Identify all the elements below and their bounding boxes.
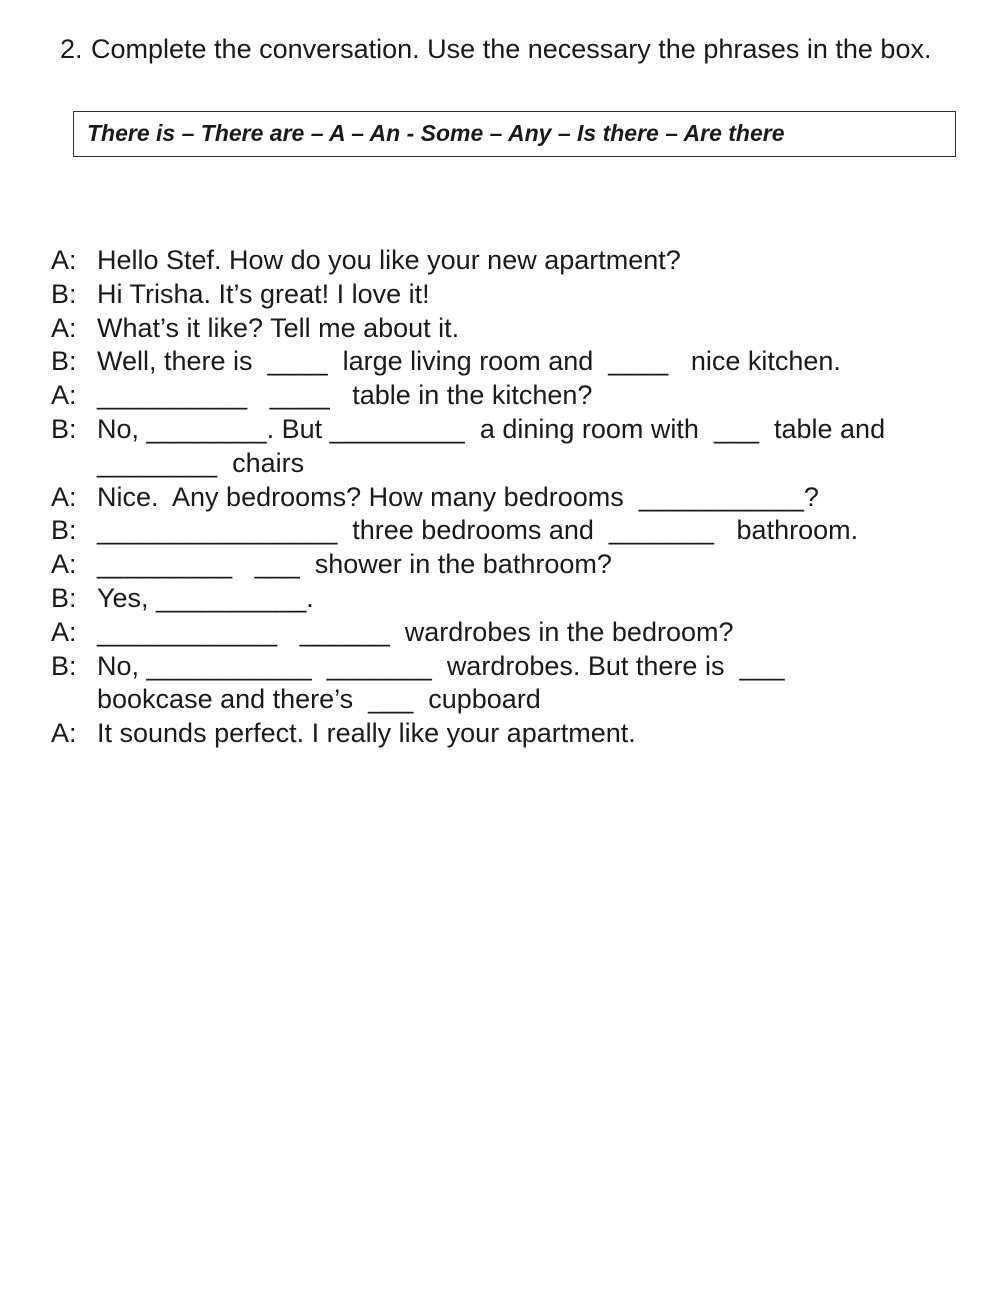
speaker-label: A: <box>51 380 77 411</box>
dialogue-line <box>51 616 951 650</box>
dialogue-line <box>51 582 951 616</box>
speech-text: Well, there is ____ large living room and ____ nice kitchen. <box>97 346 841 377</box>
speech-text: bookcase and there’s ___ cupboard <box>97 684 541 715</box>
dialogue-line <box>51 717 951 751</box>
speaker-label: B: <box>51 582 77 613</box>
dialogue-line <box>51 278 951 312</box>
speech-text: ____________ ______ wardrobes in the bedroom? <box>97 616 734 647</box>
dialogue-line <box>51 514 951 548</box>
speaker-label: A: <box>51 549 77 580</box>
speaker-label: A: <box>51 616 77 647</box>
speech-text: __________ ____ table in the kitchen? <box>97 380 593 411</box>
dialogue-line <box>51 413 951 447</box>
speech-text: What’s it like? Tell me about it. <box>97 312 460 343</box>
word-box: There is – There are – A – An - Some – Any – Is there – Are there <box>73 111 956 157</box>
speech-text: No, ___________ _______ wardrobes. But there is ___ <box>97 650 785 681</box>
speaker-label: B: <box>51 413 77 444</box>
speaker-label: B: <box>51 346 77 377</box>
speech-text: _________ ___ shower in the bathroom? <box>97 549 612 580</box>
dialogue-line <box>51 548 951 582</box>
speaker-label <box>51 683 97 717</box>
dialogue-line <box>51 345 951 379</box>
dialogue-line <box>51 244 951 278</box>
dialogue-line <box>51 379 951 413</box>
dialogue-line <box>51 481 951 515</box>
speech-text: Hi Trisha. It’s great! I love it! <box>97 278 430 309</box>
speaker-label: B: <box>51 278 77 309</box>
speech-text: Nice. Any bedrooms? How many bedrooms ___________? <box>97 481 819 512</box>
exercise-instruction <box>60 30 960 69</box>
speech-text: ________ chairs <box>97 447 305 478</box>
speech-text: ________________ three bedrooms and _______ bathroom. <box>97 515 859 546</box>
dialogue-line <box>51 683 951 717</box>
speaker-label: A: <box>51 245 77 275</box>
dialogue <box>51 244 951 751</box>
speech-text: Yes, __________. <box>97 582 314 613</box>
speaker-label <box>51 447 97 481</box>
speech-text: Hello Stef. How do you like your new apartment? <box>97 245 681 275</box>
speech-text: No, ________. But _________ a dining room with ___ table and <box>97 413 886 444</box>
dialogue-line <box>51 650 951 684</box>
dialogue-line <box>51 447 951 481</box>
speaker-label: A: <box>51 312 77 343</box>
speaker-label: B: <box>51 650 77 681</box>
dialogue-line <box>51 312 951 346</box>
instruction-text: Complete the conversation. Use the necessary the phrases in the box. <box>91 34 932 64</box>
speaker-label: A: <box>51 718 77 749</box>
exercise-number: 2. <box>60 34 83 64</box>
speaker-label: A: <box>51 481 77 512</box>
speaker-label: B: <box>51 515 77 546</box>
speech-text: It sounds perfect. I really like your apartment. <box>97 718 636 749</box>
